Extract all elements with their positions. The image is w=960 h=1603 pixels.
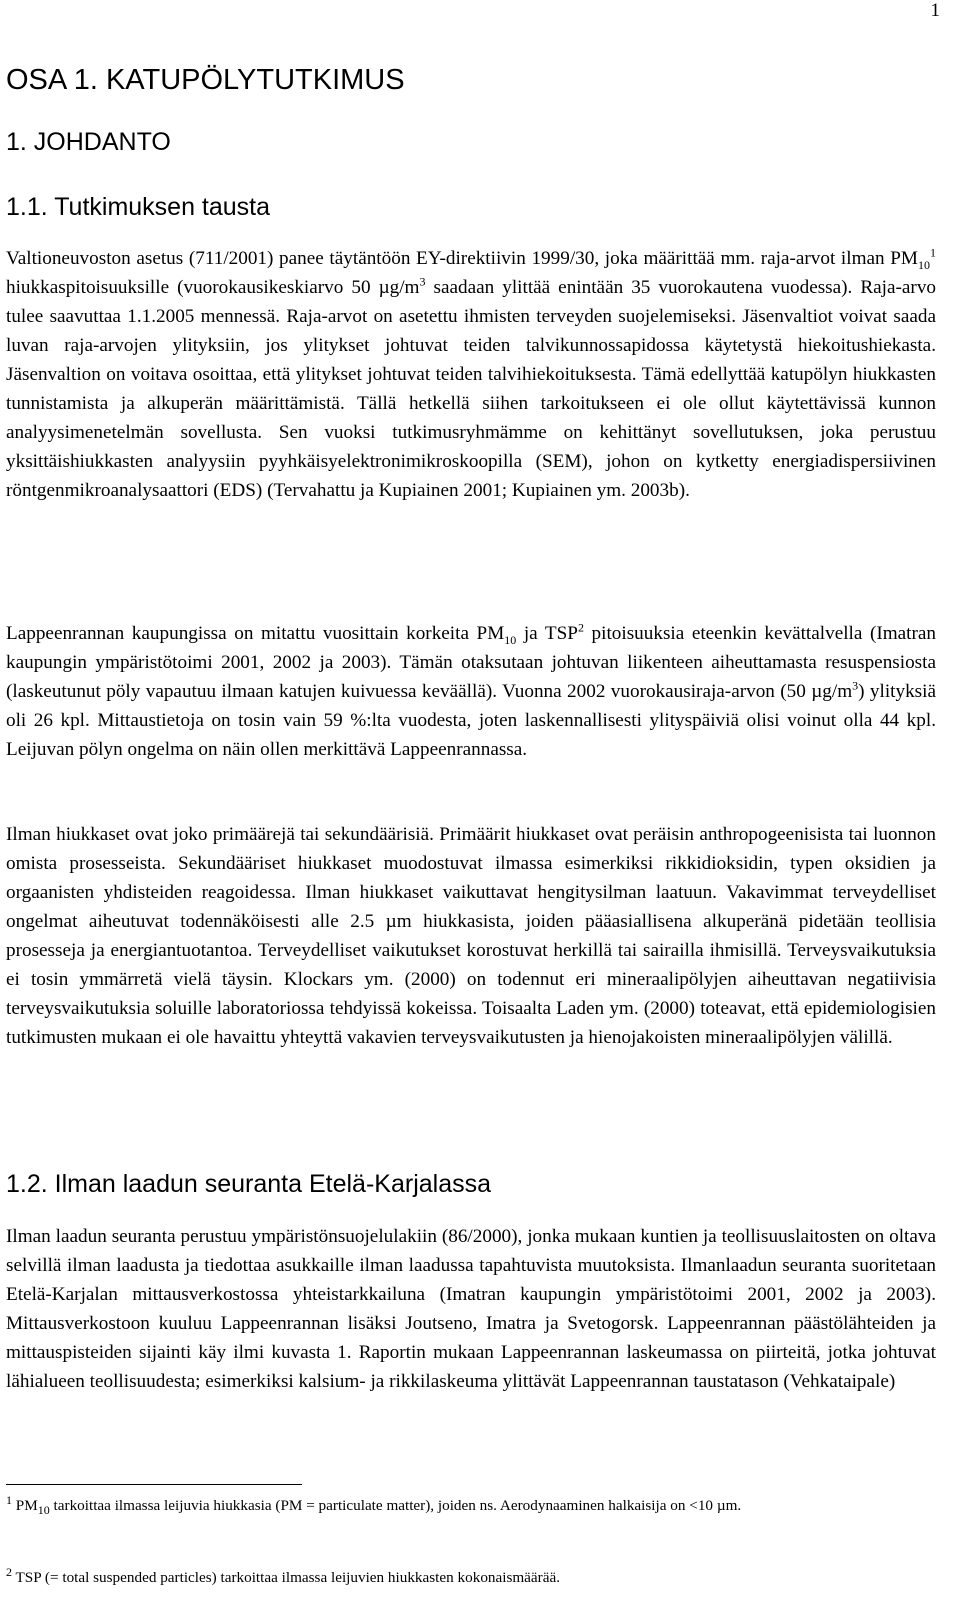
footnote-ref-2: 2: [577, 620, 584, 635]
text-run: Lappeenrannan kaupungissa on mitattu vuosittain korkeita PM: [6, 623, 505, 644]
paragraph-monitoring: Ilman laadun seuranta perustuu ympäristönsuojelulakiin (86/2000), jonka mukaan kuntien ja teollisuuslaitosten on oltava selvillä ilman laadusta ja tiedottaa asukkaille ilman laadussa tapahtuvista muutoksista. Ilmanlaadun seuranta suoritetaan Etelä-Karjalan mittausverkostossa yhteistarkkailuna (Imatran kaupungin ympäristötoimi 2001, 2002 ja 2003). Mittausverkostoon kuuluu Lappeenrannan lisäksi Joutseno, Imatra ja Svetogorsk. Lappeenrannan päästölähteiden ja mittauspisteiden sijainti käy ilmi kuvasta 1. Raportin mukaan Lappeenrannan laskeumassa on piirteitä, jotka johtuvat lähialueen teollisuudesta; esimerkiksi kalsium- ja rikkilaskeuma ylittävät Lappeenrannan taustatason (Vehkataipale): [6, 1226, 936, 1392]
text-run: PM: [12, 1497, 38, 1514]
part-heading: OSA 1. KATUPÖLYTUTKIMUS: [6, 64, 405, 96]
page-number: 1: [930, 0, 940, 21]
paragraph-lappeenranta: [6, 619, 936, 764]
footnote-number: 1: [6, 1492, 12, 1507]
text-run: TSP (= total suspended particles) tarkoittaa ilmassa leijuvien hiukkasten kokonaismäärää.: [12, 1569, 561, 1586]
footnote-number: 2: [6, 1564, 12, 1579]
text-run: pitoisuuksia eteenkin kevättalvella (Imatran kaupungin ympäristötoimi 2001, 2002 ja 2003). Tämän otaksutaan johtuvan liikenteen aiheuttamasta resuspensiosta (laskeutunut pöly vapautuu ilmaan katujen kuivuessa keväällä). Vuonna 2002 vuorokausiraja-arvon (50 µg/m: [6, 623, 936, 702]
text-run: Valtioneuvoston asetus (711/2001) panee täytäntöön EY-direktiivin 1999/30, joka määrittää mm. raja-arvot ilman PM: [6, 248, 918, 269]
superscript: 3: [852, 678, 859, 693]
subscript: 10: [918, 257, 930, 272]
footnote-divider: [6, 1484, 302, 1485]
chapter-heading: 1. JOHDANTO: [6, 128, 171, 156]
footnote-2: [6, 1566, 941, 1590]
text-run: ja TSP: [516, 623, 578, 644]
subscript: 10: [504, 632, 517, 647]
text-run: hiukkaspitoisuuksille (vuorokausikeskiarvo 50 µg/m: [6, 277, 420, 298]
paragraph-particles: Ilman hiukkaset ovat joko primäärejä tai sekundäärisiä. Primäärit hiukkaset ovat peräisin anthropogeenisista tai luonnon omista prosesseista. Sekundääriset hiukkaset muodostuvat ilmassa esimerkiksi rikkidioksidin, typen oksidien ja orgaanisten yhdisteiden reagoidessa. Ilman hiukkaset vaikuttavat hengitysilman laatuun. Vakavimmat terveydelliset ongelmat aiheutuvat todennäköisesti alle 2.5 µm hiukkasista, joiden pääasiallisena alkuperänä pidetään teollisia prosesseja ja energiantuotantoa. Terveydelliset vaikutukset korostuvat herkillä tai sairailla ihmisillä. Terveysvaikutuksia ei tosin ymmärretä vielä täysin. Klockars ym. (2000) on todennut eri mineraalipölyjen aiheuttavan negatiivisia terveysvaikutuksia soluille laboratoriossa tehdyissä kokeissa. Toisaalta Laden ym. (2000) toteavat, että epidemiologisien tutkimusten mukaan ei ole havaittu yhteyttä vakavien terveysvaikutusten ja hienojakoisten mineraalipölyjen välillä.: [6, 824, 936, 1048]
text-run: saadaan ylittää enintään 35 vuorokautena vuodessa). Raja-arvo tulee saavuttaa 1.1.2005 mennessä. Raja-arvot on asetettu ihmisten terveyden suojelemiseksi. Jäsenvaltiot voivat saada luvan raja-arvojen ylityksiin, jos ylitykset johtuvat teiden talvikunnossapidossa käytetystä hiekoitushiekasta. Jäsenvaltion on voitava osoittaa, että ylitykset johtuvat teiden talvihiekoituksesta. Tämä edellyttää katupölyn hiukkasten tunnistamista ja alkuperän määrittämistä. Tällä hetkellä siihen tarkoitukseen ei ole ollut käytettävissä kunnon analyysimenetelmän sovellusta. Sen vuoksi tutkimusryhmämme on kehittänyt sovellutuksen, joka perustuu yksittäishiukkasten analyysiin pyyhkäisyelektronimikroskoopilla (SEM), johon on kytketty energiadispersiivinen röntgenmikroanalysaattori (EDS) (Tervahattu ja Kupiainen 2001; Kupiainen ym. 2003b).: [6, 277, 937, 501]
text-run: ) ylityksiä oli 26 kpl. Mittaustietoja on tosin vain 59 %:lta vuodesta, joten laskennallisesti ylityspäiviä olisi voinut olla 44 kpl. Leijuvan pölyn ongelma on näin ollen merkittävä Lappeenrannassa.: [6, 681, 936, 760]
paragraph-directive: [6, 244, 936, 505]
superscript: 3: [419, 274, 426, 289]
subscript: 10: [37, 1503, 50, 1518]
section-heading-1-2: 1.2. Ilman laadun seuranta Etelä-Karjalassa: [6, 1170, 492, 1198]
footnote-1: [6, 1494, 941, 1518]
footnote-ref-1: 1: [930, 245, 936, 260]
text-run: tarkoittaa ilmassa leijuvia hiukkasia (PM = particulate matter), joiden ns. Aerodynaaminen halkaisija on <10 µm.: [49, 1497, 742, 1514]
section-heading-1-1: 1.1. Tutkimuksen tausta: [6, 193, 271, 221]
